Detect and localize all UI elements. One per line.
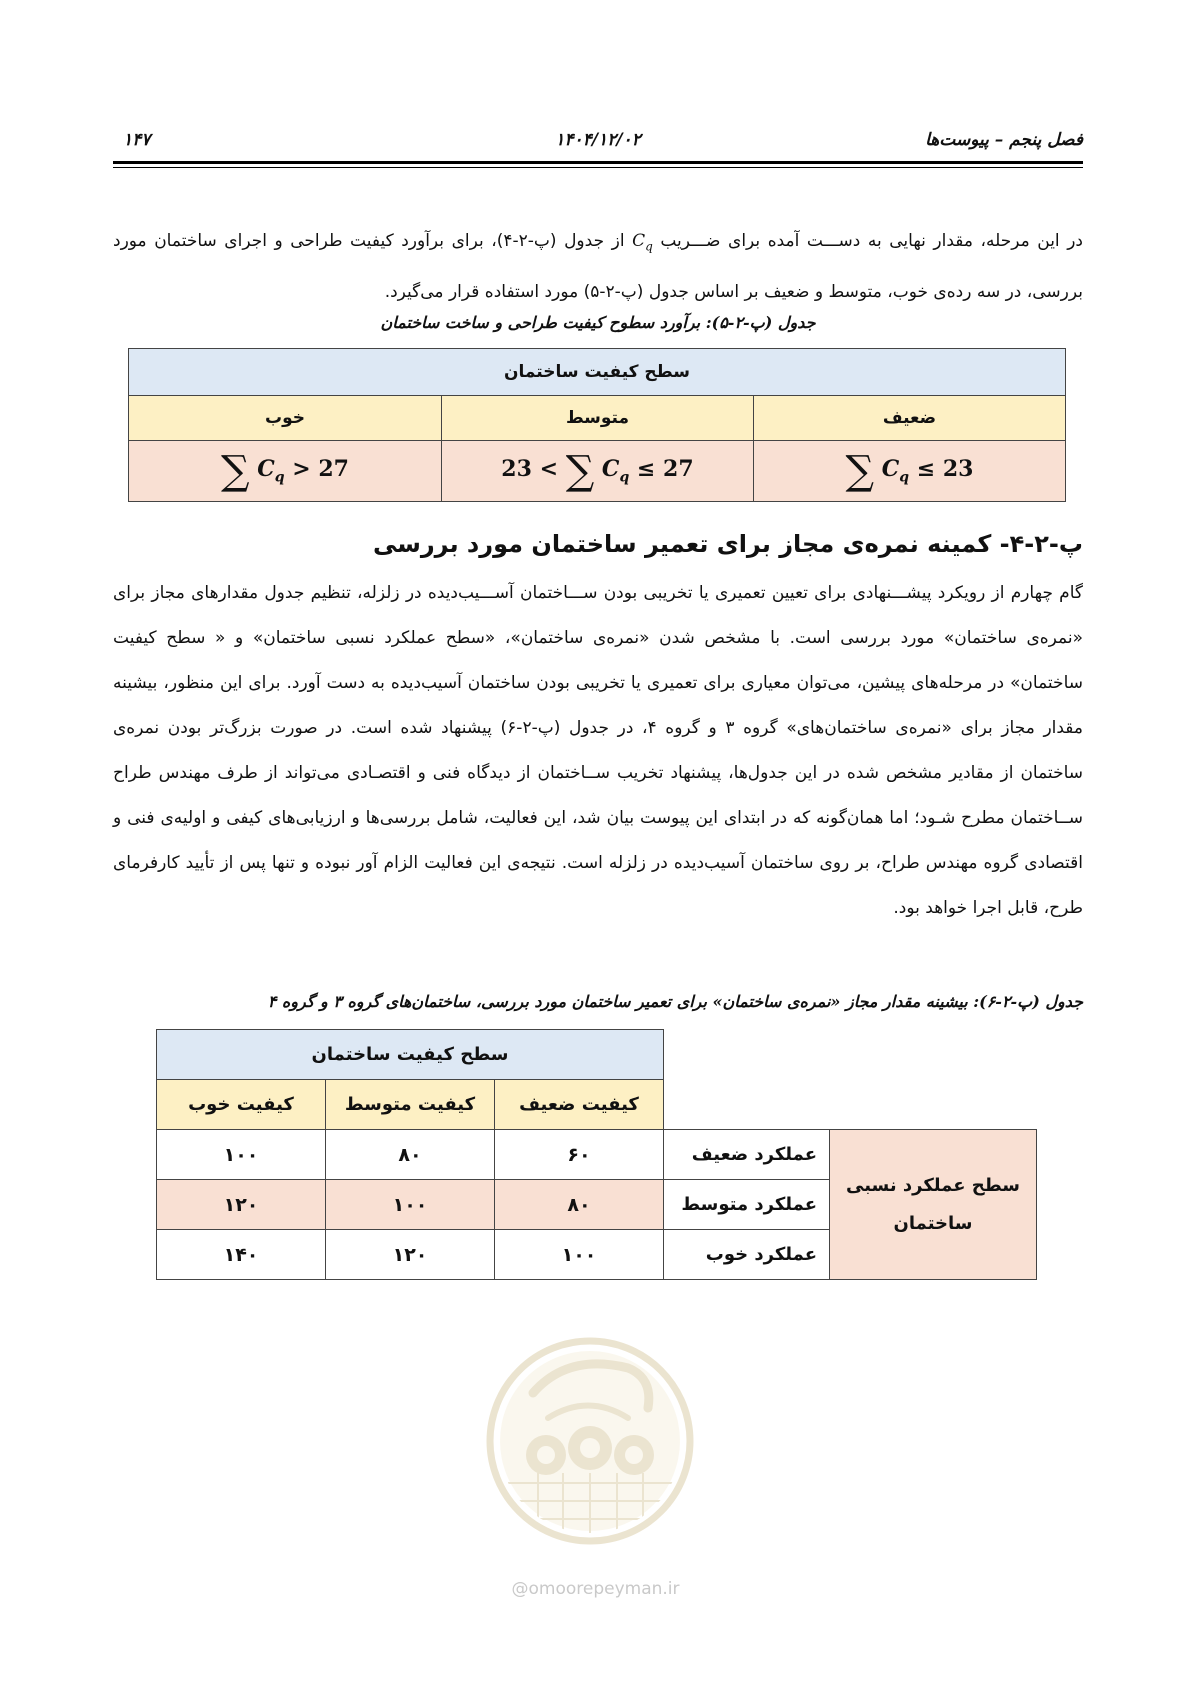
section-body: گام چهارم از رویکرد پیشـــنهادی برای تعیین تعمیری یا تخریبی بودن ســـاختمان آســـیب‌دیده در زلزله، تنظیم جدول مقدارهای مجاز برای «نمره‌ی ساختمان» مورد بررسی است. با مشخص شدن «نمره‌ی ساختمان»، «سطح عملکرد نسبی ساختمان» و « سطح کیفیت ساختمان» در مرحله‌های پیشین، می‌توان معیاری برای تعمیری یا تخریبی بودن ساختمان آسیب‌دیده به دست آورد. برای این منظور، بیشینه مقدار مجاز برای «نمره‌ی ساختمان‌های» گروه ۳ و گروه ۴، در جدول (پ-۲-۶) پیشنهاد شده است. در صورت بزرگ‌تر بودن نمره‌ی ساختمان از مقادیر مشخص شده در این جدول‌ها، پیشنهاد تخریب ســاختمان از دیدگاه فنی و اقتصـادی می‌تواند از طرف مهندس طراح ســاختمان مطرح شـود؛ اما همان‌گونه که در ابتدای این پیوست بیان شد، این فعالیت، شامل بررسی‌ها و ارزیابی‌های کیفی و اولیه‌ی فنی و اقتصادی گروه مهندس طراح، بر روی ساختمان آسیب‌دیده در زلزله است. نتیجه‌ی این فعالیت الزام آور نبوده و تنها پس از تأیید کارفرمای طرح، قابل اجرا خواهد بود. [113, 583, 1084, 918]
condition-good: ∑ $C_q > 27$ [129, 441, 442, 502]
row-label-weak: عملکرد ضعیف [664, 1130, 830, 1180]
row-label-medium: عملکرد متوسط [664, 1180, 830, 1230]
table2-caption: جدول (پ-۲-۶): بیشینه مقدار مجاز «نمره‌ی ساختمان» برای تعمیر ساختمان مورد بررسی، ساختمان‌های گروه ۳ و گروه ۴ [267, 992, 1083, 1011]
header-date: ۱۴۰۴/۱۲/۰۲ [555, 130, 641, 150]
intro-text-end: از جدول (پ-۲-۴)، برای برآورد کیفیت طراحی و اجرای ساختمان مورد بررسی، در سه رده‌ی خوب، متوسط و ضعیف بر اساس جدول (پ-۲-۵) مورد استفاده قرار می‌گیرد. [113, 231, 1083, 303]
header-rule-thin [113, 167, 1083, 168]
max-score-table [156, 1029, 1037, 1280]
table1-caption: جدول (پ-۲-۵): برآورد سطوح کیفیت طراحی و ساخت ساختمان [380, 313, 816, 332]
cq-symbol: $C_q$ [632, 231, 653, 254]
table1-col-weak: ضعیف [753, 396, 1065, 441]
table-cell: ۸۰ [326, 1130, 495, 1180]
table1-header: سطح کیفیت ساختمان [129, 349, 1066, 396]
sigma-symbol: ∑ [845, 448, 875, 494]
table-cell: ۱۴۰ [157, 1230, 326, 1280]
table-cell: ۸۰ [495, 1180, 664, 1230]
condition-weak: ∑ $C_q \le 23$ [753, 441, 1065, 502]
table-cell: ۱۲۰ [326, 1230, 495, 1280]
table-cell: ۶۰ [495, 1130, 664, 1180]
table-cell: ۱۰۰ [157, 1130, 326, 1180]
chapter-title: فصل پنجم – پیوست‌ها [925, 130, 1083, 150]
table2-col-weak: کیفیت ضعیف [495, 1080, 664, 1130]
watermark-url: @omoorepeyman.ir [511, 1579, 680, 1599]
row-group-label: سطح عملکرد نسبی ساختمان [830, 1130, 1037, 1280]
table-cell: ۱۰۰ [326, 1180, 495, 1230]
row-label-good: عملکرد خوب [664, 1230, 830, 1280]
running-header [113, 130, 1083, 160]
table2-header: سطح کیفیت ساختمان [157, 1030, 664, 1080]
table-cell: ۱۰۰ [495, 1230, 664, 1280]
intro-paragraph [113, 218, 1083, 315]
table1-col-good: خوب [129, 396, 442, 441]
sigma-symbol: ∑ [221, 448, 250, 494]
section-heading: پ-۲-۴- کمینه نمره‌ی مجاز برای تعمیر ساختمان مورد بررسی [372, 530, 1083, 558]
condition-medium: 23 < ∑ $C_q \le 27$ [441, 441, 753, 502]
table-cell: ۱۲۰ [157, 1180, 326, 1230]
quality-level-table [128, 348, 1066, 502]
table1-col-medium: متوسط [441, 396, 753, 441]
page-number: ۱۴۷ [123, 130, 151, 150]
watermark-logo-icon [478, 1323, 703, 1568]
sigma-symbol: ∑ [565, 448, 595, 494]
table2-col-medium: کیفیت متوسط [326, 1080, 495, 1130]
table2-col-good: کیفیت خوب [157, 1080, 326, 1130]
header-rule-thick [113, 161, 1083, 164]
intro-text-start: در این مرحله، مقدار نهایی به دســـت آمده برای ضـــریب [660, 231, 1083, 251]
